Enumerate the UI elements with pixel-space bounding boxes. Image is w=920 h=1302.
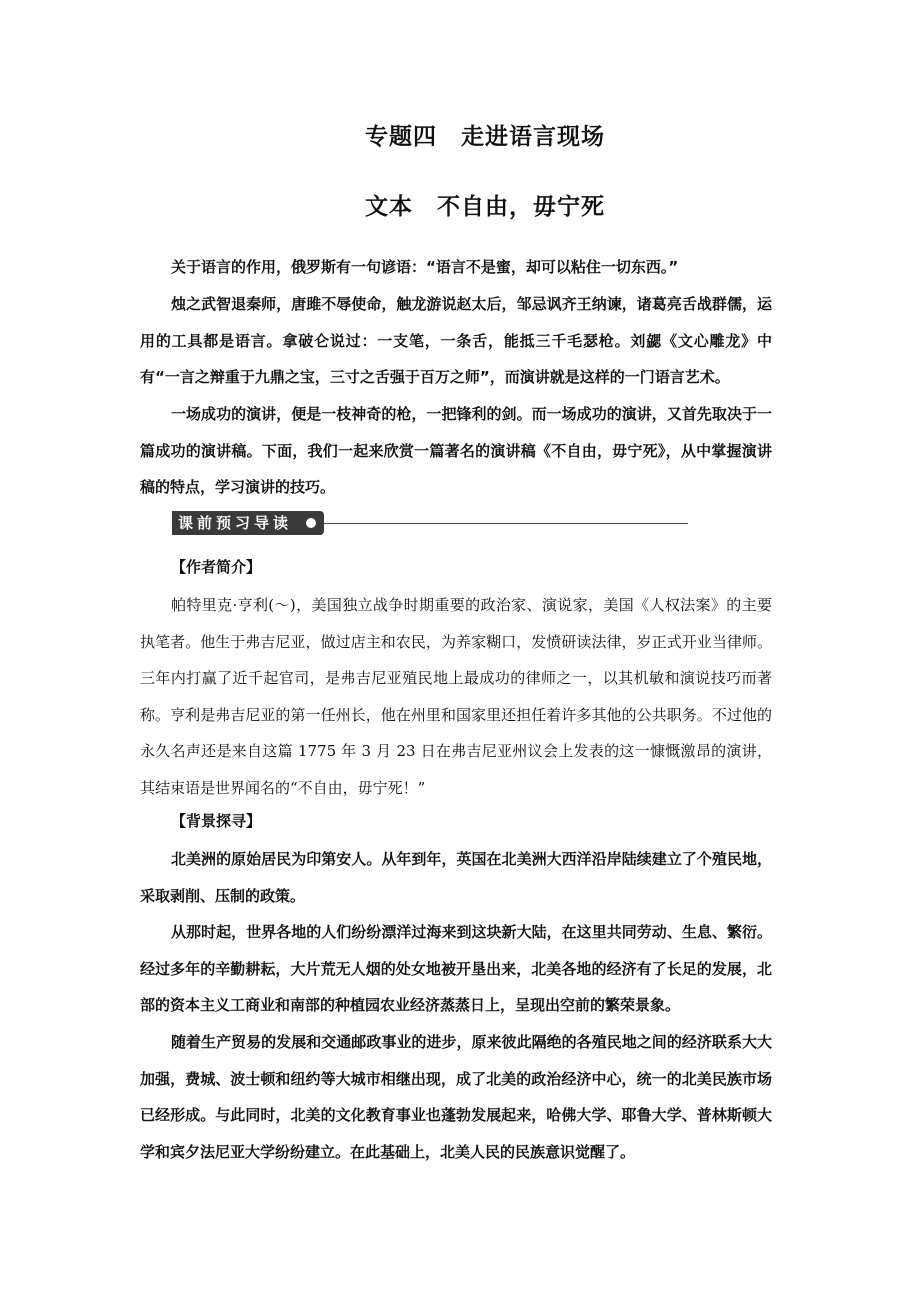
background-paragraph: 从那时起，世界各地的人们纷纷漂洋过海来到这块新大陆，在这里共同劳动、生息、繁衍。经过多年的辛勤耕耘，大片荒无人烟的处女地被开垦出来，北美各地的经济有了长足的发展，北部的资本主义工商业和南部的种植园农业经济蒸蒸日上，呈现出空前的繁荣景象。 [140, 923, 772, 1014]
page-subtitle: 文本 不自由，毋宁死 [365, 194, 605, 220]
background-paragraph: 北美洲的原始居民为印第安人。从年到年，英国在北美洲大西洋沿岸陆续建立了个殖民地，采取剥削、压制的政策。 [140, 850, 772, 905]
section-header-preview [172, 511, 688, 535]
author-heading: 【作者简介】 [171, 558, 262, 576]
intro-paragraph: 关于语言的作用，俄罗斯有一句谚语：“语言不是蜜，却可以粘住一切东西。” [171, 258, 679, 276]
section-label: 课前预习导读 [172, 511, 324, 535]
section-divider [324, 523, 688, 524]
bullet-dot-icon [306, 518, 316, 528]
background-heading: 【背景探寻】 [171, 812, 262, 830]
intro-paragraph: 一场成功的演讲，便是一枝神奇的枪，一把锋利的剑。而一场成功的演讲，又首先取决于一篇成功的演讲稿。下面，我们一起来欣赏一篇著名的演讲稿《不自由，毋宁死》，从中掌握演讲稿的特点，学习演讲的技巧。 [140, 405, 772, 496]
page-title: 专题四 走进语言现场 [365, 124, 605, 150]
author-paragraph: 帕特里克·亨利(～)，美国独立战争时期重要的政治家、演说家，美国《人权法案》的主要执笔者。他生于弗吉尼亚，做过店主和农民，为养家糊口，发愤研读法律，岁正式开业当律师。三年内打赢了近千起官司，是弗吉尼亚殖民地上最成功的律师之一，以其机敏和演说技巧而著称。亨利是弗吉尼亚的第一任州长，他在州里和国家里还担任着许多其他的公共职务。不过他的永久名声还是来自这篇 1775 年 3 月 23 日在弗吉尼亚州议会上发表的这一慷慨激昂的演讲，其结束语是世界闻名的“不自由，毋宁死！” [140, 596, 772, 797]
intro-paragraph: 烛之武智退秦师，唐雎不辱使命，触龙游说赵太后，邹忌讽齐王纳谏，诸葛亮舌战群儒，运用的工具都是语言。拿破仑说过：一支笔，一条舌，能抵三千毛瑟枪。刘勰《文心雕龙》中有“一言之辩重于九鼎之宝，三寸之舌强于百万之师”，而演讲就是这样的一门语言艺术。 [140, 295, 772, 386]
background-paragraph: 随着生产贸易的发展和交通邮政事业的进步，原来彼此隔绝的各殖民地之间的经济联系大大加强，费城、波士顿和纽约等大城市相继出现，成了北美的政治经济中心，统一的北美民族市场已经形成。与此同时，北美的文化教育事业也蓬勃发展起来，哈佛大学、耶鲁大学、普林斯顿大学和宾夕法尼亚大学纷纷建立。在此基础上，北美人民的民族意识觉醒了。 [140, 1033, 772, 1161]
